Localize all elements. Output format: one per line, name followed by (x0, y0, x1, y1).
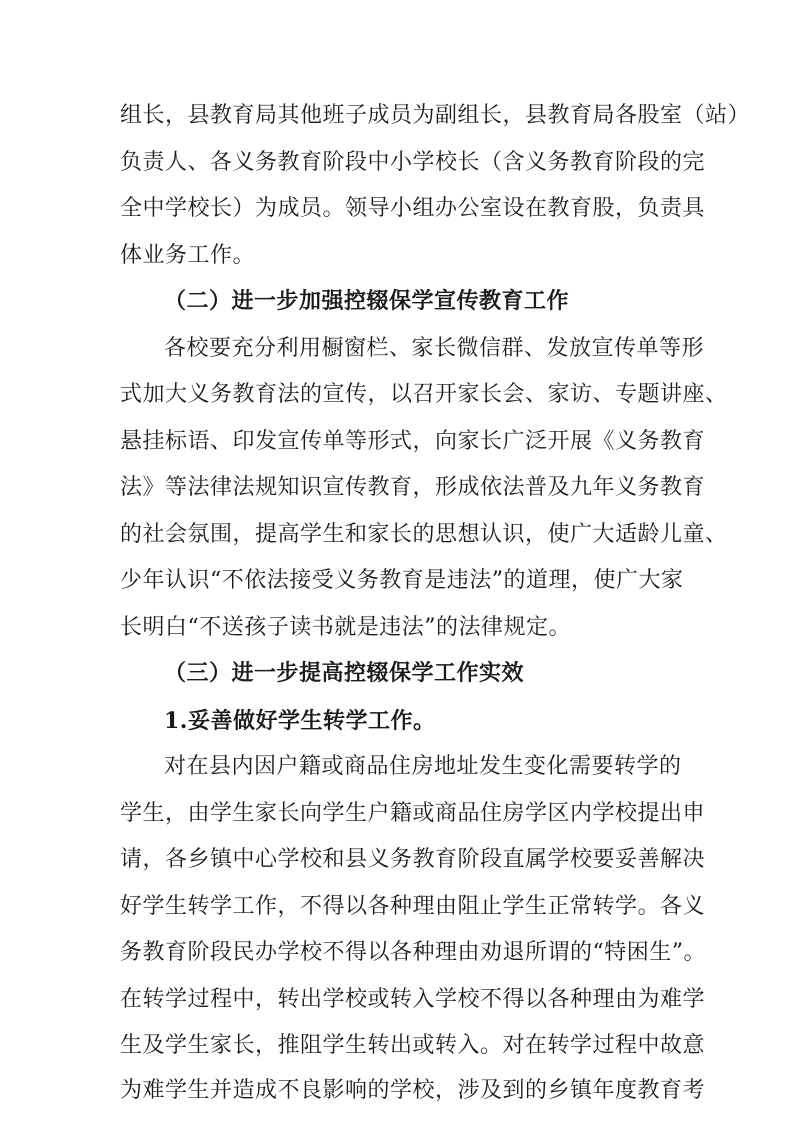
body-text-line: 的社会氛围，提高学生和家长的思想认识，使广大适龄儿童、 (120, 522, 728, 547)
body-text-line: 各校要充分利用橱窗栏、家长微信群、发放宣传单等形 (164, 336, 705, 361)
subsection-heading: 1.妥善做好学生转学工作。 (164, 708, 436, 734)
body-text-line: 组长，县教育局其他班子成员为副组长，县教育局各股室（站） (120, 103, 751, 128)
body-text-line: 长明白“不送孩子读书就是违法”的法律规定。 (120, 615, 571, 640)
body-text-line: 好学生转学工作，不得以各种理由阻止学生正常转学。各义 (120, 894, 706, 919)
body-text-line: 全中学校长）为成员。领导小组办公室设在教育股，负责具 (120, 196, 706, 221)
body-text-line: 体业务工作。 (120, 243, 256, 268)
body-text-line: 负责人、各义务教育阶段中小学校长（含义务教育阶段的完 (120, 150, 706, 175)
section-heading: （三）进一步提高控辍保学工作实效 (164, 661, 525, 686)
body-text-line: 对在县内因户籍或商品住房地址发生变化需要转学的 (164, 754, 682, 779)
body-text-line: 法》等法律法规知识宣传教育，形成依法普及九年义务教育 (120, 475, 706, 500)
body-text-line: 悬挂标语、印发宣传单等形式，向家长广泛开展《义务教育 (120, 429, 706, 454)
body-text-line: 在转学过程中，转出学校或转入学校不得以各种理由为难学 (120, 987, 706, 1012)
body-text-line: 生及学生家长，推阻学生转出或转入。对在转学过程中故意 (120, 1033, 706, 1058)
body-text-line: 请，各乡镇中心学校和县义务教育阶段直属学校要妥善解决 (120, 847, 706, 872)
body-text-line: 学生，由学生家长向学生户籍或商品住房学区内学校提出申 (120, 801, 706, 826)
body-text-line: 为难学生并造成不良影响的学校，涉及到的乡镇年度教育考 (120, 1078, 706, 1103)
section-heading: （二）进一步加强控辍保学宣传教育工作 (164, 289, 570, 314)
body-text-line: 式加大义务教育法的宣传，以召开家长会、家访、专题讲座、 (120, 382, 728, 407)
body-text-line: 少年认识“不依法接受义务教育是违法”的道理，使广大家 (120, 568, 684, 593)
body-text-line: 务教育阶段民办学校不得以各种理由劝退所谓的“特困生”。 (120, 940, 706, 965)
